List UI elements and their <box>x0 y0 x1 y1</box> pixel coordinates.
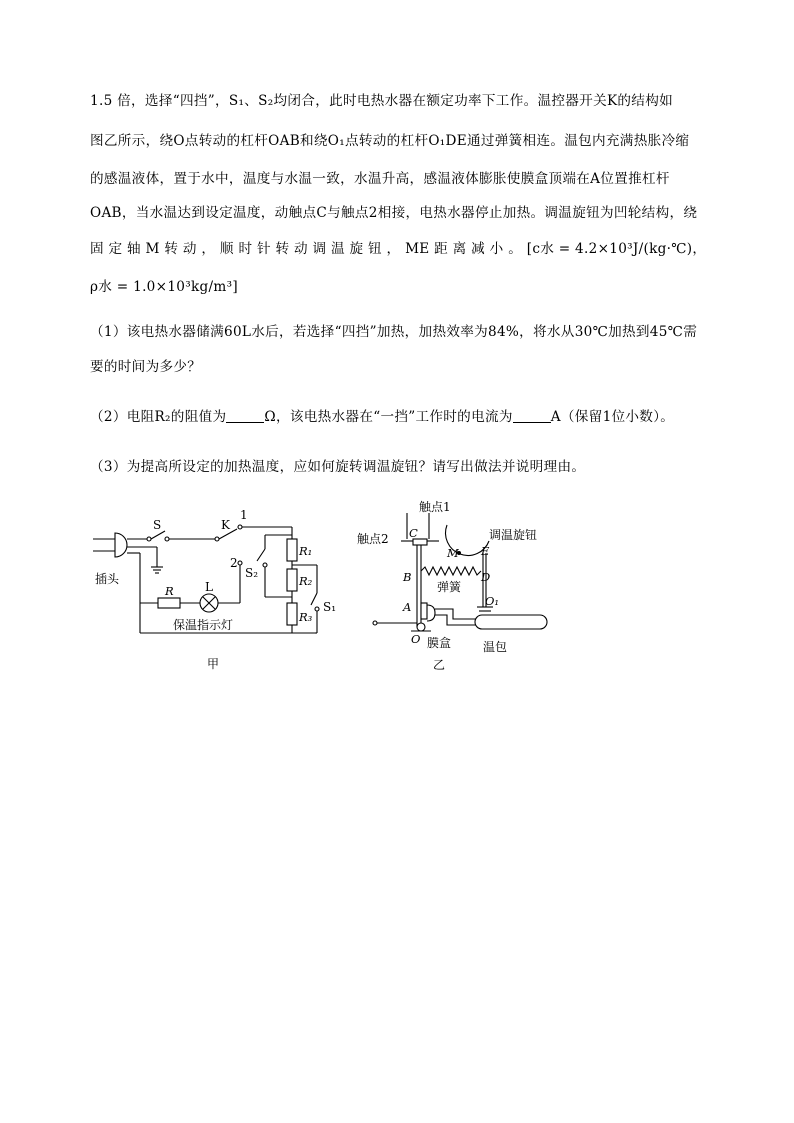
point-d-label: D <box>481 570 491 584</box>
point-a-label: A <box>403 600 412 614</box>
point-e-label: E <box>481 544 490 558</box>
point-c-label: C <box>409 526 418 540</box>
lamp-label: L <box>205 580 213 594</box>
s2-label: S₂ <box>245 566 259 580</box>
contact-1-label: 1 <box>240 508 248 522</box>
pivot-o1-label: O₁ <box>485 594 500 608</box>
contact-1-label: 触点1 <box>419 500 451 514</box>
switch-k-label: K <box>221 518 230 532</box>
r2-label: R₂ <box>299 574 313 588</box>
plug-label: 插头 <box>95 572 120 586</box>
knob-label: 调温旋钮 <box>489 528 538 542</box>
paragraph-line: ρ水 = 1.0×10³kg/m³] <box>90 279 238 295</box>
paragraph-line: 固 定 轴 M 转 动 ， 顺 时 针 转 动 调 温 旋 钮 ， ME 距 离 减 小 。 [c水 = 4.2×10³J/(kg·℃)， <box>90 241 707 257</box>
answer-blank-r2 <box>226 410 264 423</box>
answer-blank-current <box>513 410 551 423</box>
paragraph-line: 1.5 倍，选择“四挡”，S₁、S₂均闭合，此时电热水器在额定功率下工作。温控器开关K的结构如 <box>90 93 673 109</box>
paragraph-line: 的感温液体，置于水中，温度与水温一致，水温升高，感温液体膨胀使膜盒顶端在A位置推杠杆 <box>90 171 670 187</box>
membrane-box-label: 膜盒 <box>427 636 452 650</box>
switch-s-label: S <box>153 518 162 532</box>
question-2-text-a: （2）电阻R₂的阻值为 <box>90 409 227 425</box>
s1-label: S₁ <box>323 600 337 614</box>
point-b-label: B <box>403 570 412 584</box>
indicator-lamp-label: 保温指示灯 <box>173 618 234 632</box>
spring-label: 弹簧 <box>437 580 462 594</box>
question-3: （3）为提高所设定的加热温度，应如何旋转调温旋钮？请写出做法并说明理由。 <box>90 459 586 475</box>
contact-2-label: 2 <box>230 556 238 570</box>
pivot-o-label: O <box>411 632 421 646</box>
contact-2-label: 触点2 <box>357 532 389 546</box>
question-2 <box>90 405 674 425</box>
paragraph-line: 图乙所示，绕O点转动的杠杆OAB和绕O₁点转动的杠杆O₁DE通过弹簧相连。温包内充满热胀冷缩 <box>90 133 690 149</box>
figure-jia-circuit <box>85 505 345 675</box>
question-1-line-2: 要的时间为多少？ <box>90 359 202 375</box>
question-2-text-b: Ω，该电热水器在“一挡”工作时的电流为 <box>264 409 513 425</box>
question-2-text-c: A（保留1位小数）。 <box>550 409 675 425</box>
resistor-r-label: R <box>165 584 174 598</box>
question-1-line-1: （1）该电热水器储满60L水后，若选择“四挡”加热，加热效率为84%，将水从30℃加热到45℃需 <box>90 324 698 340</box>
figure-jia-caption: 甲 <box>207 657 220 671</box>
point-m-label: M <box>447 546 459 560</box>
figure-yi-caption: 乙 <box>433 658 446 672</box>
r3-label: R₃ <box>299 610 313 624</box>
figure-yi-thermostat <box>355 495 565 680</box>
r1-label: R₁ <box>299 544 313 558</box>
paragraph-line: OAB，当水温达到设定温度，动触点C与触点2相接，电热水器停止加热。调温旋钮为凹轮结构，绕 <box>90 205 698 221</box>
thermo-bulb-label: 温包 <box>483 640 508 654</box>
